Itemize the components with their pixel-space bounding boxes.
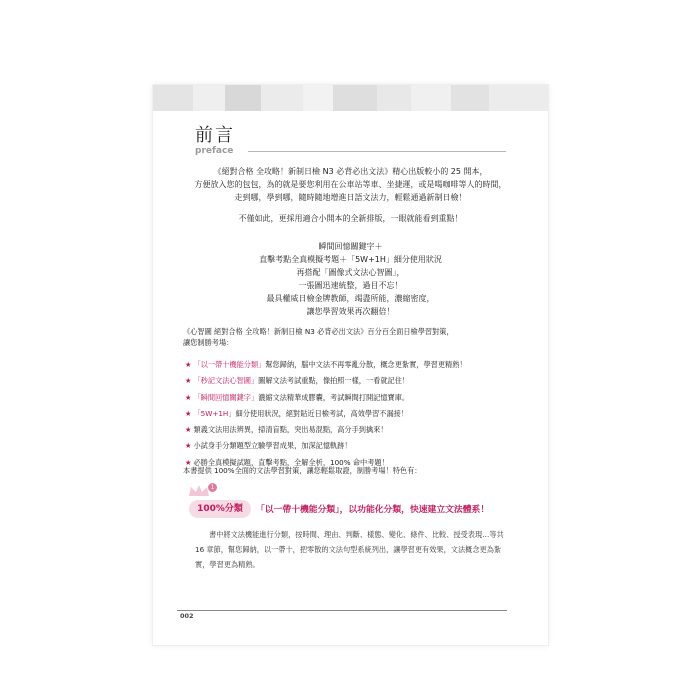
bullet-highlight: 「瞬間回憶關鍵字」 — [193, 392, 259, 402]
bullet-text: 幫您歸納，腦中文法不再零亂分散，概念更紮實，學習更精熟！ — [265, 360, 467, 369]
bullet-highlight: 「5W+1H」 — [193, 408, 236, 418]
bullet-item — [185, 406, 525, 422]
bullet-item — [185, 373, 525, 389]
bullet-item — [185, 357, 525, 373]
bullet-text: 必勝全真模擬試題，直擊考點，全解全析，100% 命中考題！ — [193, 457, 389, 467]
bullet-item — [185, 438, 525, 454]
feature-bullet-list — [185, 357, 525, 471]
bullet-highlight: 「秒記文法心智圖」 — [193, 376, 259, 386]
strategy-line: 讓您制勝考場： — [183, 338, 234, 347]
star-icon: ★ — [185, 441, 192, 451]
bullet-text: 圖解文法考試重點，像拍照一樣，一看就記住！ — [258, 376, 410, 386]
bullet-text: 小試身手分類題型立驗學習成果，加深記憶軌跡！ — [193, 441, 352, 451]
features-intro-text: 本書提供 100%全面的文法學習對策，讓您輕鬆取證，制勝考場！特色有： — [183, 466, 422, 475]
section-tag: 100%分類 — [189, 500, 251, 518]
intro-paragraph — [153, 165, 548, 204]
feature-line: 直擊考點全真模擬考題＋「5W+1H」細分使用狀況 — [259, 255, 442, 264]
intro-line: 《絕對合格 全攻略！新制日檢 N3 必背必出文法》精心出版較小的 25 開本， — [213, 167, 488, 176]
feature-line: 一張圖迅速統整，過目不忘！ — [298, 281, 403, 290]
star-icon: ★ — [185, 408, 192, 418]
feature-line: 最具權威日檢金牌教師，竭盡所能，濃縮密度， — [266, 294, 435, 303]
page-title: 前言 — [195, 125, 235, 146]
feature-line: 讓您學習效果再次翻倍！ — [306, 307, 395, 316]
intro-line: 方便放入您的包包，為的就是要您利用在公車站等車、坐捷運，或是喝咖啡等人的時間， — [194, 180, 507, 189]
strategy-paragraph — [183, 326, 518, 348]
title-divider — [248, 151, 506, 152]
footer-divider — [177, 610, 507, 611]
star-icon: ★ — [185, 376, 192, 386]
book-page — [153, 85, 548, 645]
bullet-text: 濃縮文法精華成膠囊，考試瞬間打開記憶寶庫。 — [258, 392, 410, 402]
page-number: 002 — [180, 612, 194, 620]
feature-line: 瞬間回憶關鍵字＋ — [318, 242, 383, 251]
feature-lines — [153, 240, 548, 318]
strategy-line: 《心智圖 絕對合格 全攻略！新制日檢 N3 必背必出文法》百分百全面日檢學習對策， — [183, 327, 454, 336]
intro-line: 走到哪，學到哪，隨時隨地增進日語文法力，輕鬆通過新制日檢！ — [234, 193, 467, 202]
star-icon: ★ — [185, 425, 192, 435]
bullet-text: 細分使用狀況，絕對貼近日檢考試，高效學習不漏接！ — [235, 408, 409, 418]
feature-line: 再搭配「圖像式文法心智圖」， — [296, 268, 405, 277]
section-number-badge: 1 — [208, 483, 217, 492]
bullet-item — [185, 422, 525, 438]
bullet-highlight: 「以一帶十機能分類」 — [193, 360, 266, 369]
star-icon: ★ — [185, 392, 192, 402]
page-subtitle: preface — [195, 146, 234, 156]
bullet-item — [185, 390, 525, 406]
section-body: 書中將文法機能進行分類，按時間、理由、判斷、樣態、變化、條件、比較、授受表現…等共 16 章節，幫您歸納，以一帶十，把零散的文法句型系統列出，讓學習更有效果，文法概念更為紮實，學習更為精熟。 — [195, 530, 504, 569]
blurred-header-band — [153, 85, 548, 111]
star-icon: ★ — [185, 360, 192, 369]
section-headline: 「以一帶十機能分類」，以功能化分類，快速建立文法體系！ — [256, 505, 490, 515]
layout-paragraph: 不僅如此，更採用適合小開本的全新排版，一眼就能看到重點！ — [238, 214, 463, 223]
bullet-text: 類義文法用法辨異，掃清盲點，突出易混點，高分手到擒來！ — [193, 425, 388, 435]
star-icon: ★ — [185, 457, 192, 467]
